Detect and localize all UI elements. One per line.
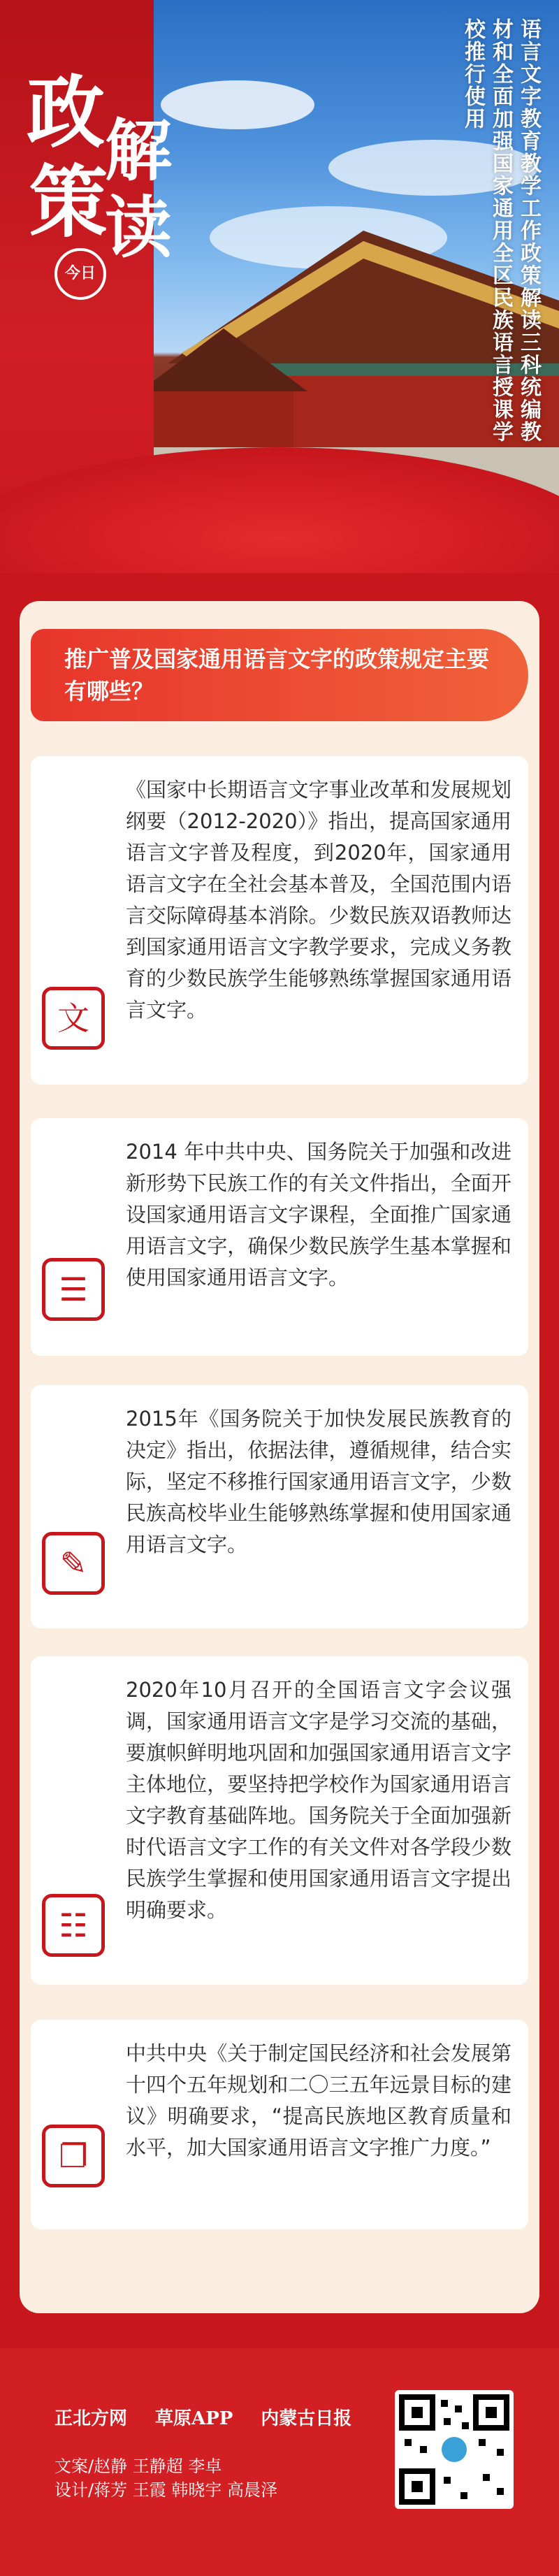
book-icon: ☰ <box>42 1258 105 1321</box>
chat-icon: ☷ <box>42 1894 105 1957</box>
title-char-1: 政 <box>27 67 105 159</box>
vertical-title: 语言文字教育教学工作政策解读三科统编教材和全面加强国家通用全区民族语言授课学校推行使用 <box>460 18 541 443</box>
policy-text-1: 《国家中长期语言文字事业改革和发展规划纲要（2012-2020）》指出，提高国家通用语言文字普及程度，到2020年，国家通用语言文字在全社会基本普及，全国范围内语言交际障碍基本消除。少数民族双语教师达到国家通用语言文字教学要求，完成义务教育的少数民族学生能够熟练掌握国家通用语言文字。 <box>126 778 511 1022</box>
qr-code[interactable] <box>395 2390 514 2509</box>
policy-text-2: 2014 年中共中央、国务院关于加强和改进新形势下民族工作的有关文件指出，全面开设国家通用语言文字课程，全面推广国家通用语言文字，确保少数民族学生基本掌握和使用国家通用语言文字。 <box>126 1140 511 1289</box>
logo-caoyuan: 草原APP <box>155 2408 233 2429</box>
policy-text-5: 中共中央《关于制定国民经济和社会发展第十四个五年规划和二〇三五年远景目标的建议》明确要求，“提高民族地区教育质量和水平，加大国家通用语言文字推广力度。” <box>126 2041 511 2159</box>
qr-code-icon <box>395 2390 514 2509</box>
policy-card-4 <box>31 1656 528 1985</box>
translate-icon: 文 <box>42 987 105 1050</box>
policy-card-5 <box>31 2020 528 2229</box>
policy-card-3 <box>31 1385 528 1628</box>
footer-credits <box>55 2454 277 2502</box>
header-banner <box>0 0 559 573</box>
title-char-2: 策 <box>29 157 108 248</box>
logo-nmg-daily: 内蒙古日报 <box>261 2408 352 2429</box>
layers-icon: ❐ <box>42 2125 105 2187</box>
title-char-4: 读 <box>105 188 172 267</box>
credit-writers: 文案/赵静 王静超 李卓 <box>55 2456 222 2476</box>
title-char-3: 解 <box>105 111 172 190</box>
policy-text-3: 2015年《国务院关于加快发展民族教育的决定》指出，依据法律，遵循规律，结合实际，坚定不移推行国家通用语言文字，少数民族高校毕业生能够熟练掌握和使用国家通用语言文字。 <box>126 1407 511 1556</box>
credit-designers: 设计/蒋芳 王霞 韩晓宇 高晨泽 <box>55 2480 277 2500</box>
logo-zhengbeifang: 正北方网 <box>55 2408 128 2429</box>
policy-text-4: 2020年10月召开的全国语言文字会议强调，国家通用语言文字是学习交流的基础，要旗帜鲜明地巩固和加强国家通用语言文字主体地位，要坚持把学校作为国家通用语言文字教育基础阵地。国务院关于全面加强新时代语言文字工作的有关文件对各学段少数民族学生掌握和使用国家通用语言文字提出明确要求。 <box>126 1678 511 1922</box>
policy-card-1 <box>31 756 528 1085</box>
today-badge: 今日 <box>55 248 106 300</box>
pencil-icon: ✎ <box>42 1532 105 1595</box>
footer-logos <box>55 2397 351 2436</box>
policy-card-2 <box>31 1118 528 1356</box>
question-banner: 推广普及国家通用语言文字的政策规定主要有哪些？ <box>31 629 528 721</box>
